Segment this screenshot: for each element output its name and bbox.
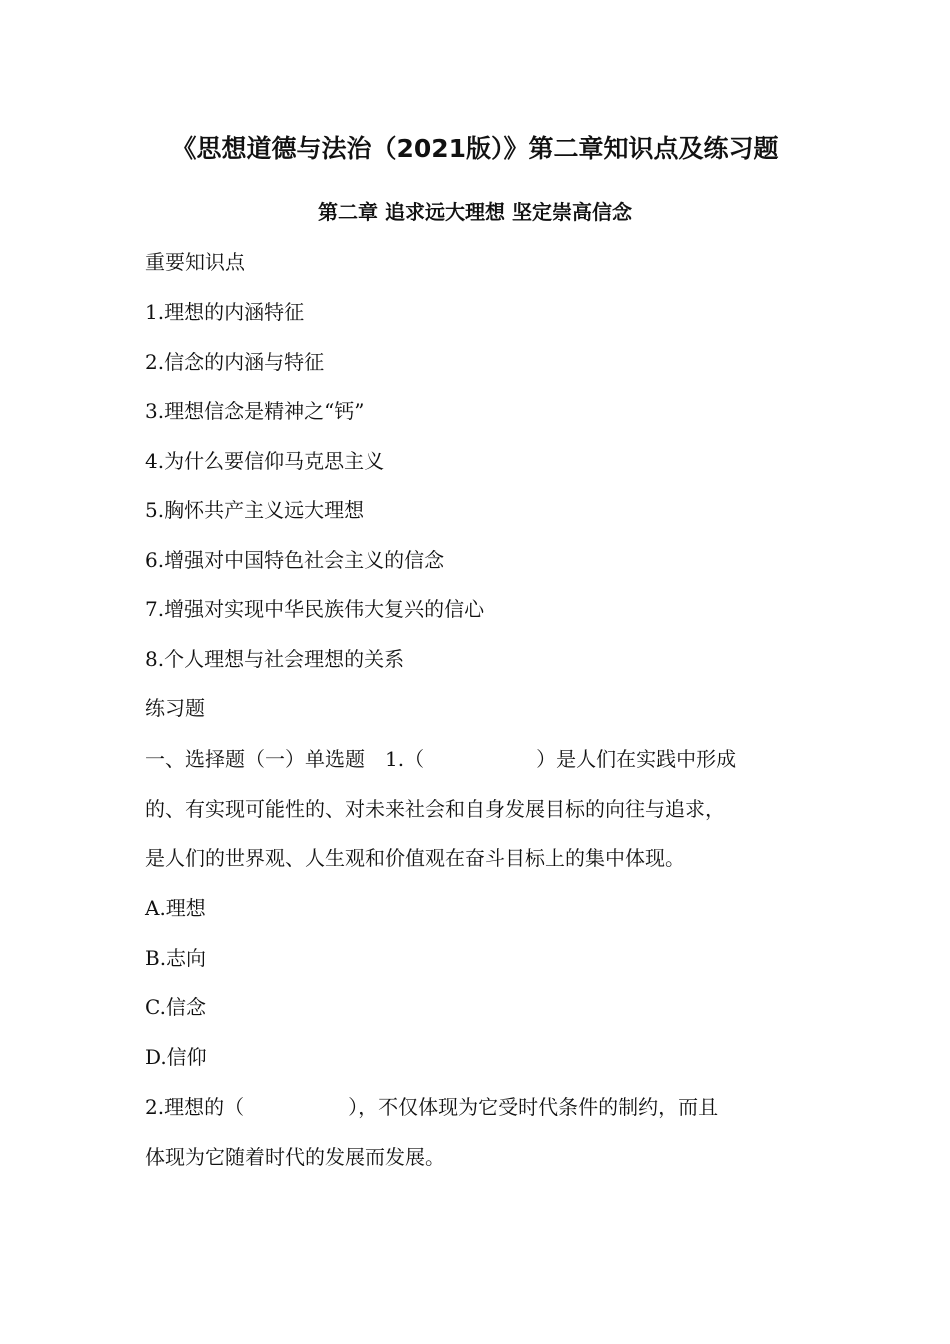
option-c: C.信念 — [145, 995, 206, 1019]
question-2-line-1 — [145, 1093, 718, 1121]
knowledge-item: 8.个人理想与社会理想的关系 — [145, 647, 405, 671]
option-a: A.理想 — [145, 896, 206, 920]
exercises-heading: 练习题 — [145, 696, 205, 720]
knowledge-item: 3.理想信念是精神之“钙” — [145, 399, 365, 423]
question-1-suffix: ）是人们在实践中形成 — [536, 747, 737, 771]
question-1-line-2: 的、有实现可能性的、对未来社会和自身发展目标的向往与追求， — [145, 797, 725, 821]
question-1-line-3: 是人们的世界观、人生观和价值观在奋斗目标上的集中体现。 — [145, 846, 685, 870]
document-title: 《思想道德与法治（2021版）》第二章知识点及练习题 — [171, 134, 779, 163]
option-b: B.志向 — [145, 946, 207, 970]
option-d: D.信仰 — [145, 1045, 207, 1069]
knowledge-item: 4.为什么要信仰马克思主义 — [145, 449, 385, 473]
question-2-line-2: 体现为它随着时代的发展而发展。 — [145, 1145, 445, 1169]
knowledge-item: 5.胸怀共产主义远大理想 — [145, 498, 365, 522]
knowledge-item: 7.增强对实现中华民族伟大复兴的信心 — [145, 597, 485, 621]
knowledge-item: 2.信念的内涵与特征 — [145, 350, 325, 374]
knowledge-item: 6.增强对中国特色社会主义的信念 — [145, 548, 445, 572]
question-2-suffix: ），不仅体现为它受时代条件的制约，而且 — [348, 1095, 719, 1119]
knowledge-item: 1.理想的内涵特征 — [145, 300, 305, 324]
knowledge-heading: 重要知识点 — [145, 250, 245, 274]
question-1-prefix: 一、选择题（一）单选题 1.（ — [145, 747, 425, 771]
question-2-prefix: 2.理想的（ — [145, 1095, 245, 1119]
question-1-line-1 — [145, 745, 736, 773]
chapter-title: 第二章 追求远大理想 坚定崇高信念 — [318, 200, 632, 224]
